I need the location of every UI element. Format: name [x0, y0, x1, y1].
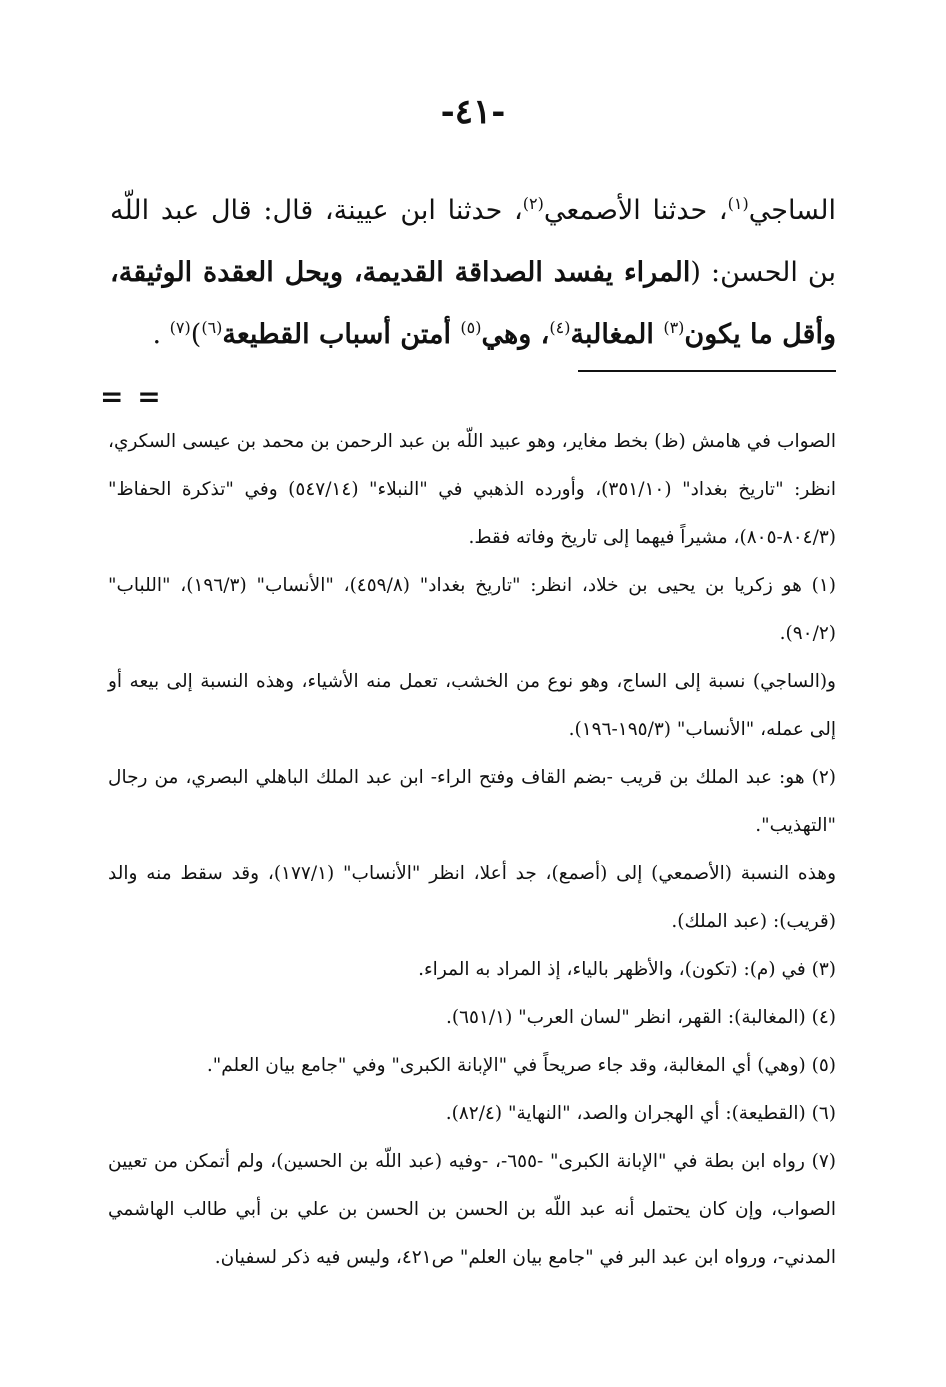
footnote-ref-5: (٥) [460, 318, 482, 337]
footnote-ref-3: (٣) [663, 318, 685, 337]
end-mark: . [152, 319, 170, 350]
footnote-5: (٥) (وهي) أي المغالبة، وقد جاء صريحاً في "الإبانة الكبرى" وفي "جامع بيان العلم". [206, 1055, 836, 1076]
footnotes [108, 418, 836, 1282]
quoted-saying: المراء يفسد الصداقة القديمة، ويحل العقدة الوثيقة، وأقل ما يكون [110, 257, 836, 350]
footnote-continued: الصواب في هامش (ظ) بخط مغاير، وهو عبيد اللّه بن عبد الرحمن بن محمد بن عيسى السكري، انظر: "تاريخ بغداد" (٣٥١/١٠)، وأورده الذهبي في "النبلاء" (٥٤٧/١٤) وفي "تذكرة الحفاظ" (٨٠٤/٣-٨٠٥)، مشيراً فيهما إلى تاريخ وفاته فقط. [108, 431, 837, 548]
footnote-ref-4: (٤) [549, 318, 571, 337]
continuation-mark: = = [100, 380, 163, 413]
quoted-saying: أمتن أسباب القطيعة [222, 319, 461, 350]
footnote-2: (٢) هو: عبد الملك بن قريب -بضم القاف وفتح الراء- ابن عبد الملك الباهلي البصري، من رجال "التهذيب". [108, 767, 836, 836]
quoted-saying: المغالبة [570, 319, 664, 350]
footnote-7: (٧) رواه ابن بطة في "الإبانة الكبرى" -٦٥٥-، -وفيه (عبد اللّه بن الحسين)، ولم أتمكن من تعيين الصواب، وإن كان يحتمل أنه عبد اللّه بن الحسن بن الحسن بن علي بن أبي طالب الهاشمي المدني-، ورواه ابن عبد البر في "جامع بيان العلم" ص٤٢١، وليس فيه ذكر لسفيان. [108, 1151, 836, 1268]
footnote-ref-7: (٧) [169, 318, 191, 337]
footnote-ref-1: (١) [727, 194, 749, 213]
main-text-segment: ، حدثنا ابن عيينة، قال: قال عبد اللّه بن الحسن: ( [110, 195, 836, 288]
closing-paren: ) [190, 319, 202, 350]
footnote-4: (٤) (المغالبة): القهر، انظر "لسان العرب" (٦٥١/١). [445, 1007, 836, 1028]
footnote-ref-2: (٢) [522, 194, 544, 213]
footnote-2-note: وهذه النسبة (الأصمعي) إلى (أصمع)، جد أعلا، انظر "الأنساب" (١٧٧/١)، وقد سقط منه والد (قريب): (عبد الملك). [108, 863, 836, 932]
footnote-1-note: و(الساجي) نسبة إلى الساج، وهو نوع من الخشب، تعمل منه الأشياء، وهذه النسبة إلى بيعه أو إلى عمله، "الأنساب" (١٩٥/٣-١٩٦). [108, 671, 836, 740]
main-text-segment: ، حدثنا الأصمعي [543, 195, 728, 226]
footnote-6: (٦) (القطيعة): أي الهجران والصد، "النهاية" (٨٢/٤). [445, 1103, 836, 1124]
main-text [110, 180, 836, 366]
footnote-1: (١) هو زكريا بن يحيى بن خلاد، انظر: "تاريخ بغداد" (٤٥٩/٨)، "الأنساب" (١٩٦/٣)، "اللباب" (٩٠/٢). [108, 575, 836, 644]
footnote-3: (٣) في (م): (تكون)، والأظهر بالياء، إذ المراد به المراء. [418, 959, 836, 980]
footnote-separator [578, 370, 836, 372]
page-number: -٤١- [440, 92, 506, 132]
footnote-ref-6: (٦) [201, 318, 223, 337]
quoted-saying: ، وهي [481, 319, 550, 350]
main-text-narration: الساجي [748, 195, 836, 226]
